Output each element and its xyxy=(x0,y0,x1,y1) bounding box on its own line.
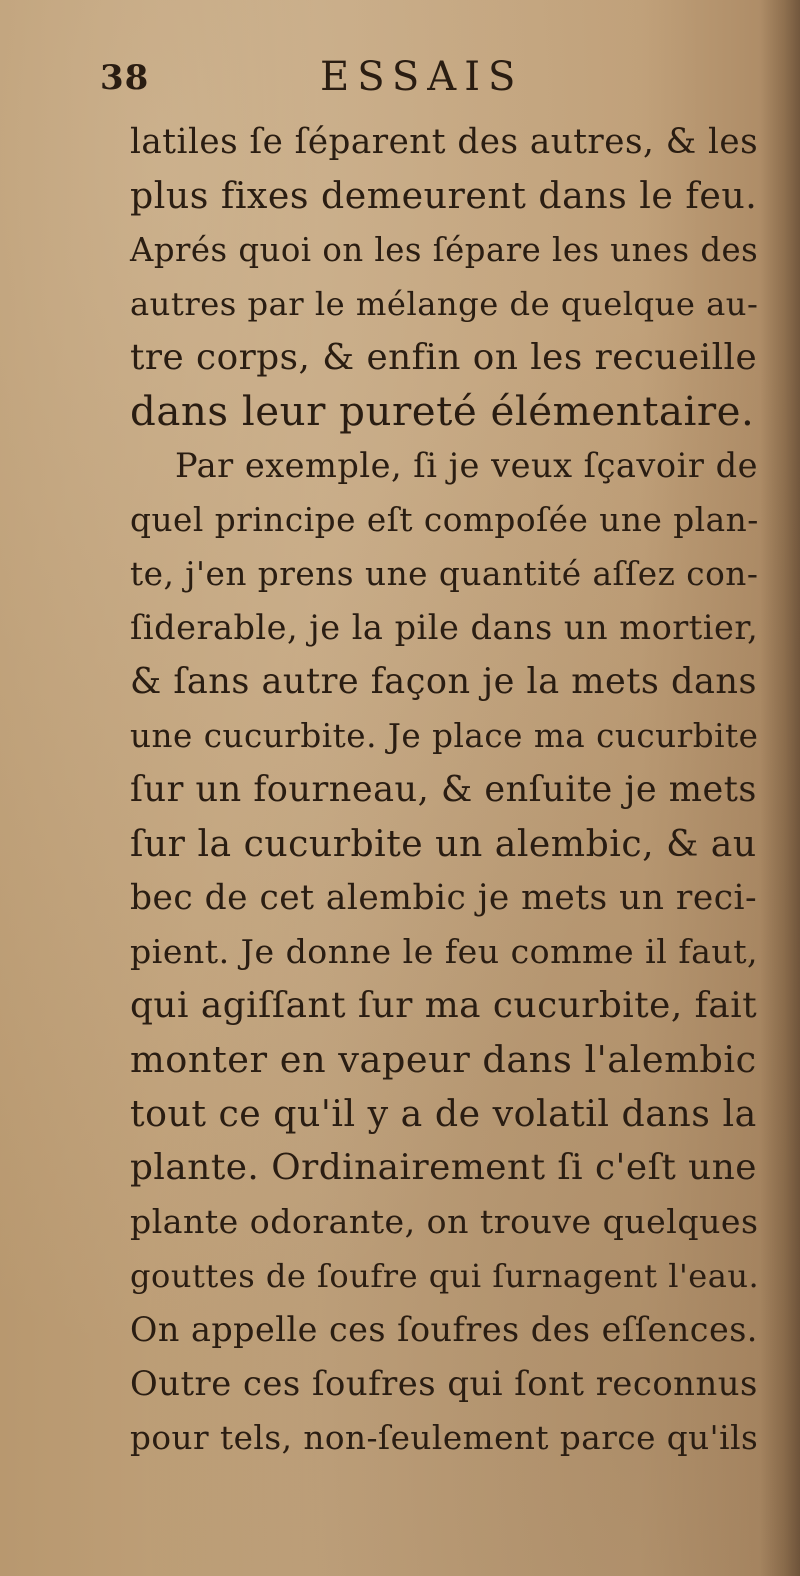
text-line: monter en vapeur dans l'alembic xyxy=(130,1038,757,1081)
running-title: ESSAIS xyxy=(320,54,524,100)
text-line: plante odorante, on trouve quelques xyxy=(130,1202,759,1241)
text-line: tre corps, & enfin on les recueille xyxy=(130,337,758,378)
text-line: te, j'en prens une quantité aſſez con- xyxy=(130,555,759,593)
text-line: latiles ſe ſéparent des autres, & les xyxy=(130,122,759,162)
page-header xyxy=(100,52,700,112)
text-line: bec de cet alembic je mets un reci- xyxy=(130,878,758,918)
text-line: gouttes de ſoufre qui ſurnagent l'eau. xyxy=(130,1257,760,1295)
text-line: pour tels, non-ſeulement parce qu'ils xyxy=(130,1419,759,1457)
text-line: tout ce qu'il y a de volatil dans la xyxy=(130,1092,757,1135)
page-edge-shadow xyxy=(760,0,800,1576)
text-line: une cucurbite. Je place ma cucurbite xyxy=(130,717,759,755)
text-line: qui agiſſant ſur ma cucurbite, fait xyxy=(130,985,758,1026)
text-line: & ſans autre façon je la mets dans xyxy=(130,661,757,702)
text-line: Par exemple, ſi je veux ſçavoir de xyxy=(175,446,758,485)
text-line: plante. Ordinairement ſi c'eſt une xyxy=(130,1147,757,1188)
text-line: ſur la cucurbite un alembic, & au xyxy=(130,822,757,865)
page-number: 38 xyxy=(100,58,150,98)
text-line: pient. Je donne le feu comme il faut, xyxy=(130,932,759,971)
text-line: On appelle ces ſoufres des eſſences. xyxy=(130,1310,758,1349)
text-line: Aprés quoi on les ſépare les unes des xyxy=(130,231,759,269)
text-line: ſur un fourneau, & enſuite je mets xyxy=(130,769,757,810)
text-line: ſiderable, je la pile dans un mortier, xyxy=(130,608,759,647)
text-line: Outre ces ſoufres qui ſont reconnus xyxy=(130,1364,758,1403)
text-line: quel principe eſt compoſée une plan- xyxy=(130,501,759,539)
text-line: autres par le mélange de quelque au- xyxy=(130,285,759,323)
text-line: dans leur pureté élémentaire. xyxy=(130,388,755,435)
text-line: plus fixes demeurent dans le feu. xyxy=(130,174,758,217)
